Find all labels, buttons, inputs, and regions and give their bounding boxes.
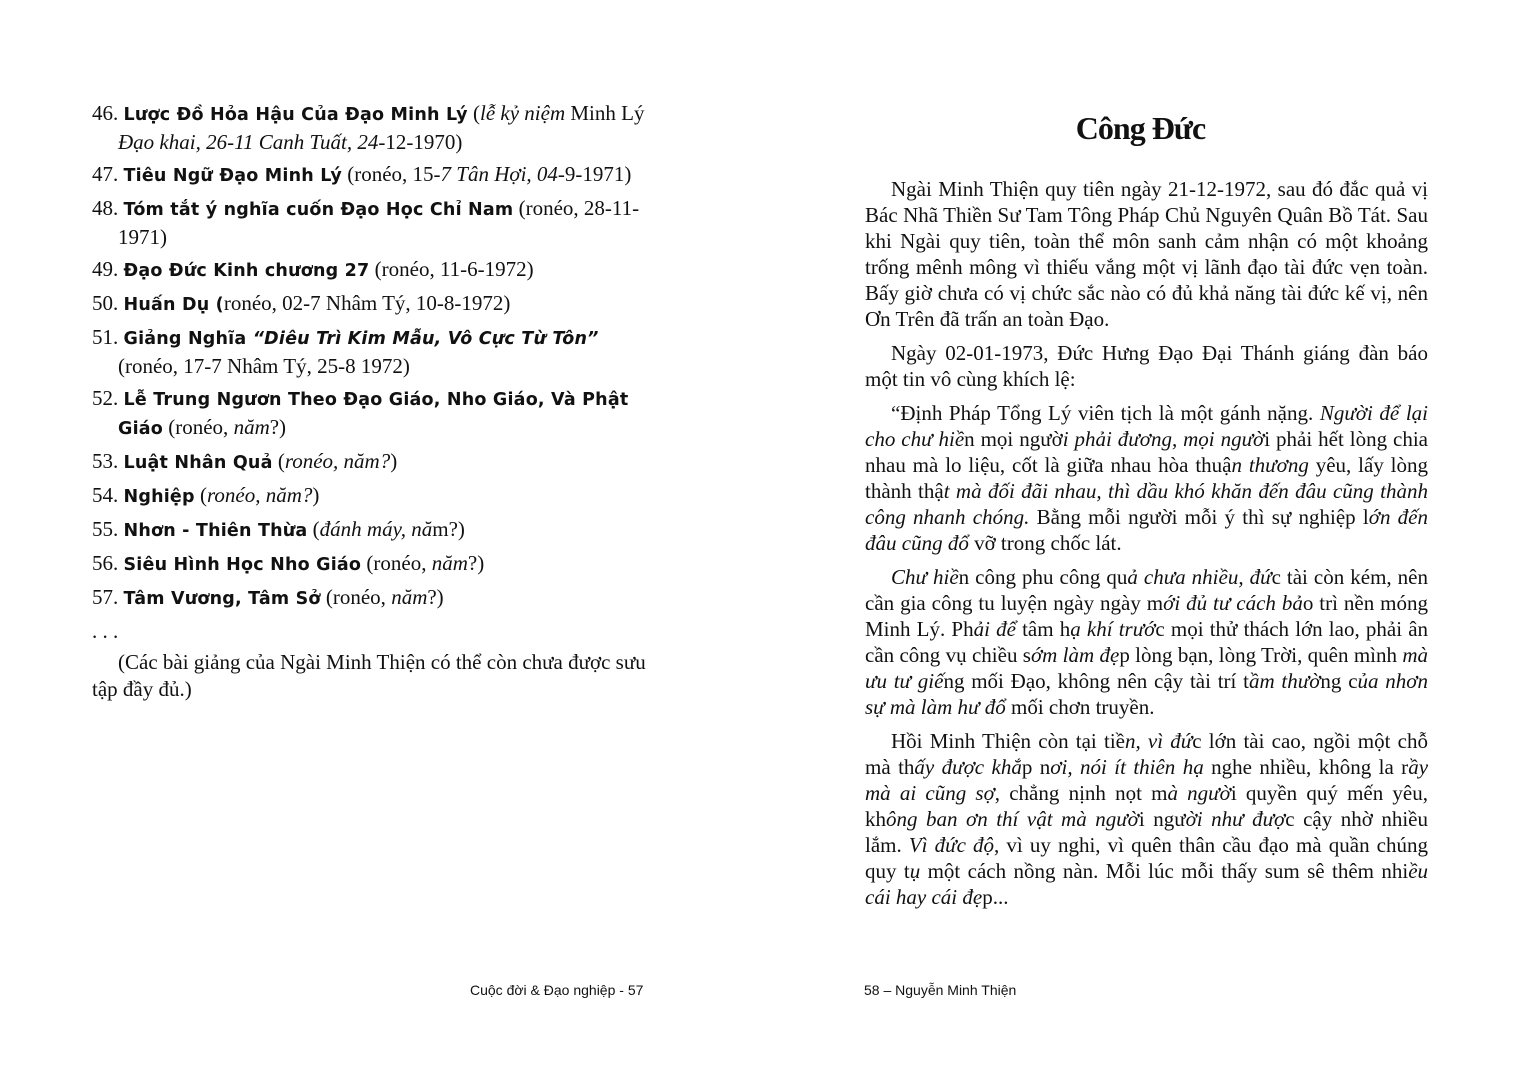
paragraph-1: Ngài Minh Thiện quy tiên ngày 21-12-1972, sau đó đắc quả vị Bác Nhã Thiền Sư Tam Tông Pháp Chủ Nguyên Quân Bồ Tát. Sau khi Ngài quy tiên, toàn thể môn sanh cảm nhận có một khoảng trống mênh mông vì thiếu vắng một vị lãnh đạo tài đức vẹn toàn. Bấy giờ chưa có vị chức sắc nào có đủ khả năng tài đức kế vị, nên Ơn Trên đã trấn an toàn Đạo. [865, 177, 1428, 331]
quote-italic-run: ụ [909, 859, 921, 883]
item-number: 54. [92, 483, 124, 507]
quote-italic-run: ủa nhơn sự mà làm hư đổ [865, 669, 1428, 719]
item-title: Nghiệp [123, 487, 195, 507]
quote-run: một cách nồng nàn. Mỗi lúc mỗi thấy sum sê thêm nhi [920, 859, 1409, 883]
quote-run: c cậy nhờ nhiều lắm. [865, 807, 1428, 857]
item-number: 47. [92, 162, 124, 186]
quote-italic-run: ơi, nói ít thiên hạ [1050, 755, 1204, 779]
quote-italic-run: ới đủ tư cách bả [1163, 591, 1303, 615]
quote-run: i quyền quý mến yêu, kh [865, 781, 1428, 831]
quote-run: o trì nền móng Minh Lý. Ph [865, 591, 1428, 641]
item-title: Tâm Vương, Tâm Sở [123, 589, 321, 609]
quote-run: , chẳng nịnh nọt m [994, 781, 1168, 805]
quote-italic-run: ều cái hay cái đẹ [865, 859, 1429, 909]
left-page [0, 0, 760, 1075]
item-detail: (ronéo, [163, 415, 234, 439]
quote-italic-run: i phải đương, mọi ngườ [1062, 427, 1265, 451]
item-number: 53. [92, 449, 124, 473]
footnote: (Các bài giảng của Ngài Minh Thiện có thể còn chưa được sưu tập đầy đủ.) [92, 650, 646, 701]
quote-italic-run: t mà đối đãi nhau, thì dầu khó khăn đến đâu cũng thành công nhanh chóng. [865, 479, 1428, 529]
item-detail: (ronéo, 11-6-1972) [369, 257, 534, 281]
item-number: 49. [92, 257, 124, 281]
quote-paragraph [865, 728, 1428, 910]
quote-run: p n [1021, 755, 1051, 779]
quote-run: c mọi thử thách lớn lao, phải ân cần công vụ chiều s [865, 617, 1429, 667]
quote-italic-run: Người để lại cho chư hiề [865, 401, 1428, 451]
item-title: Tiêu Ngữ Đạo Minh Lý [123, 166, 342, 186]
list-item [92, 195, 657, 251]
item-number: 57. [92, 585, 124, 609]
quote-italic-run: ấy được khắ [914, 755, 1022, 779]
quote-run: i phải hết lòng chia nhau mà lo liệu, cốt là giữa nhau hòa thuậ [865, 427, 1428, 477]
item-title: Lược Đồ Hỏa Hậu Của Đạo Minh Lý [123, 105, 468, 125]
quote-run: n công phu công qu [958, 565, 1128, 589]
item-title: Luật Nhân Quả [123, 453, 273, 473]
item-detail: (ronéo, 17-7 Nhâm Tý, 25-8 1972) [118, 354, 410, 378]
item-detail-italic: ronéo, năm? [206, 483, 313, 507]
quote-italic-run: ạ khí trướ [1070, 617, 1156, 641]
item-detail-italic: năm [431, 551, 468, 575]
quote-run: ng c [1320, 669, 1358, 693]
list-item [92, 324, 657, 380]
quote-run: c tài còn kém, nên cần gia công tu luyện ngày ngày m [865, 565, 1428, 615]
quote-italic-run: ớm làm đẹ [1030, 643, 1120, 667]
list-item [92, 161, 657, 190]
list-item [92, 256, 657, 285]
quote-paragraph [865, 400, 1428, 556]
quote-block [865, 400, 1428, 910]
item-detail-italic: năm [233, 415, 270, 439]
left-page-footer: Cuộc đời & Đạo nghiệp - 57 [470, 982, 644, 998]
right-page [760, 0, 1521, 1075]
quote-run: vỡ trong chốc lát. [968, 531, 1122, 555]
item-number: 56. [92, 551, 124, 575]
list-item [92, 482, 657, 511]
quote-italic-run: ả chưa nhiều, đứ [1127, 565, 1272, 589]
quote-run: i ngư [1138, 807, 1186, 831]
quote-italic-run: ầm thườ [1248, 669, 1321, 693]
quote-run: Bằng mỗi ngườ [1029, 505, 1172, 529]
item-detail: ) [390, 449, 398, 473]
quote-run: p... [982, 885, 1009, 909]
quote-italic-run: mà ưu tư giế [865, 643, 1428, 693]
quote-italic-run: n, vì đứ [1124, 729, 1193, 753]
item-number: 55. [92, 517, 124, 541]
item-number: 48. [92, 196, 124, 220]
list-item [92, 448, 657, 477]
list-item [92, 290, 657, 319]
item-title: Tóm tắt ý nghĩa cuốn Đạo Học Chỉ Nam [123, 200, 514, 220]
list-item [92, 584, 657, 613]
item-detail: ( [272, 449, 285, 473]
list-item [92, 550, 657, 579]
item-number: 50. [92, 291, 124, 315]
item-number: 51. [92, 325, 124, 349]
quote-italic-run: Chư hiề [891, 565, 959, 589]
quote-run: , vì uy nghi, vì quên thân cầu đạo mà quần chúng quy t [865, 833, 1428, 883]
item-detail: ( [467, 101, 480, 125]
item-detail: m?) [432, 517, 465, 541]
item-number: 52. [92, 386, 124, 410]
item-detail: ?) [427, 585, 444, 609]
item-detail-italic: 7 Tân Hợi, 04 [440, 162, 558, 186]
item-title-quoted: “Diêu Trì Kim Mẫu, Vô Cực Từ Tôn” [252, 329, 599, 349]
lecture-list [92, 100, 657, 703]
item-detail-italic: đánh máy, nă [319, 517, 433, 541]
item-detail: Minh Lý [565, 101, 645, 125]
item-number: 46. [92, 101, 124, 125]
quote-run: “Định Pháp Tổng Lý viên tịch là một gánh nặng. [891, 401, 1320, 425]
quote-run: ng mối Đạo, không nên cậy tài trí t [943, 669, 1249, 693]
ellipsis: . . . [92, 619, 119, 643]
quote-run: c lớn tài cao, ngồi một chỗ mà th [865, 729, 1429, 779]
right-page-footer: 58 – Nguyễn Minh Thiện [864, 982, 1017, 998]
quote-italic-run: à ngườ [1167, 781, 1231, 805]
quote-italic-run: Vì đức độ [908, 833, 995, 857]
quote-paragraph [865, 564, 1428, 720]
page-title: Công Đức [1075, 110, 1206, 146]
item-detail: ?) [269, 415, 287, 439]
item-detail: (ronéo, [320, 585, 392, 609]
item-detail-italic: lễ kỷ niệm [480, 101, 566, 125]
item-detail: (ronéo, [361, 551, 432, 575]
quote-run: yêu, lấy lòng thành thậ [865, 453, 1429, 503]
quote-run: n mọi ngườ [964, 427, 1063, 451]
item-title: Đạo Đức Kinh chương 27 [123, 261, 370, 281]
quote-run: nghe nhiều, không la r [1203, 755, 1409, 779]
item-detail-italic: Đạo khai, 26-11 Canh Tuất, 24 [118, 130, 379, 154]
item-title: Lễ Trung Ngươn Theo Đạo Giáo, Nho Giáo, Và Phật Giáo [118, 390, 629, 439]
quote-italic-run: n thương [1231, 453, 1309, 477]
quote-run: tâm h [1015, 617, 1071, 641]
item-detail: (ronéo, 28-11-1971) [118, 196, 640, 249]
item-title: Siêu Hình Học Nho Giáo [123, 555, 362, 575]
list-item [92, 516, 657, 545]
item-detail-italic: năm [391, 585, 428, 609]
quote-run: p lòng bạn, lòng Trời, quên mình [1119, 643, 1403, 667]
quote-italic-run: ời như đượ [1185, 807, 1286, 831]
item-title: Huấn Dụ ( [123, 295, 224, 315]
quote-italic-run: ông ban ơn thí vật mà ngườ [886, 807, 1139, 831]
list-item [92, 100, 657, 156]
item-detail: ronéo, 02-7 Nhâm Tý, 10-8-1972) [223, 291, 511, 315]
item-title: Giảng Nghĩa [123, 329, 253, 349]
item-title: Nhơn - Thiên Thừa [123, 521, 308, 541]
list-item [92, 385, 657, 443]
item-detail: (ronéo, 15- [341, 162, 441, 186]
item-detail: -9-1971) [557, 162, 632, 186]
paragraph-2: Ngày 02-01-1973, Đức Hưng Đạo Đại Thánh giáng đàn báo một tin vô cùng khích lệ: [865, 341, 1428, 391]
item-detail: -12-1970) [378, 130, 463, 154]
quote-italic-run: ầy mà ai cũng sợ [865, 755, 1429, 805]
item-detail: ) [312, 483, 320, 507]
item-detail-italic: ronéo, năm? [284, 449, 391, 473]
quote-run: Hồi Minh Thiện còn tại tiề [891, 729, 1125, 753]
quote-italic-run: ớn đến đâu cũng đổ [865, 505, 1429, 555]
item-detail: ( [307, 517, 320, 541]
quote-run: mối chơn truyền. [1005, 695, 1155, 719]
item-detail: ( [194, 483, 207, 507]
quote-run: i mỗi ý thì sự nghiệp l [1171, 505, 1369, 529]
article-body [865, 176, 1428, 918]
quote-italic-run: ải để [973, 617, 1016, 641]
item-detail: ?) [467, 551, 485, 575]
